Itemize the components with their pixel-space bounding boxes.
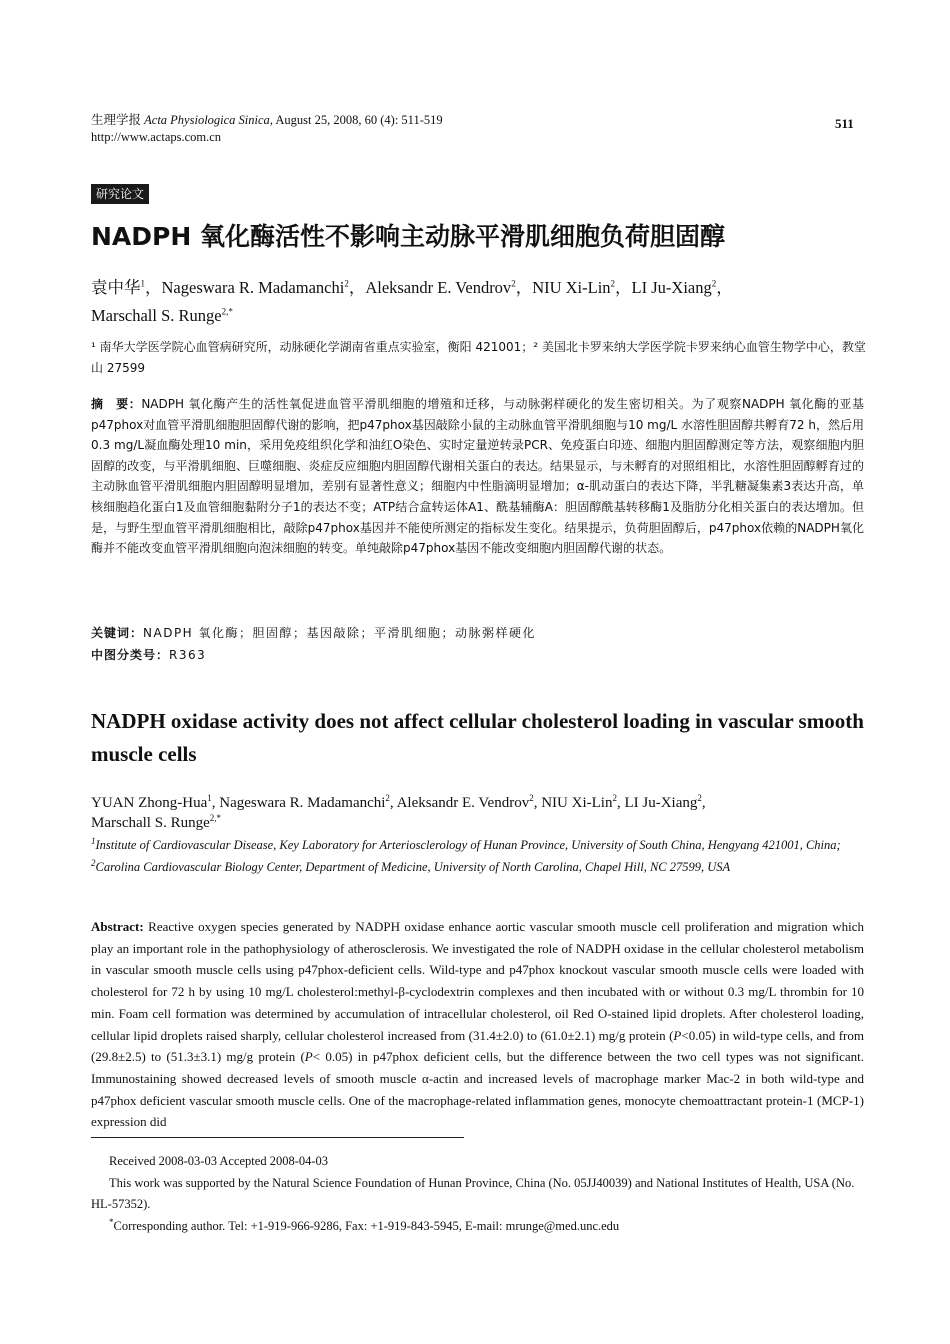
author-sup: 2 (610, 278, 616, 289)
abstract-cn-text: NADPH 氧化酶产生的活性氧促进血管平滑肌细胞的增殖和迁移，与动脉粥样硬化的发生密切相关。为了观察NADPH 氧化酶的亚基p47phox对血管平滑肌细胞胆固醇代谢的影响，把p47phox基因敲除小鼠的主动脉血管平滑肌细胞与10 mg/L 水溶性胆固醇共孵育72 h，然后用0.3 mg/L凝血酶处理10 min，采用免疫组织化学和油红O染色、实时定量逆转录PCR、免疫蛋白印迹、细胞内胆固醇测定等方法，观察细胞内胆固醇的改变，与平滑肌细胞、巨噬细胞、炎症反应细胞内胆固醇代谢相关蛋白的表达。结果显示，与未孵育的对照组相比，水溶性胆固醇孵育过的主动脉血管平滑肌细胞内胆固醇明显增加，差别有显著性意义；细胞内中性脂滴明显增加；α-肌动蛋白的表达下降，半乳糖凝集素3表达升高，单核细胞趋化蛋白1及血管细胞黏附分子1的表达不变；ATP结合盒转运体A1、酰基辅酶A：胆固醇酰基转移酶1及脂肪分化相关蛋白的表达增加。但是，与野生型血管平滑肌细胞相比，敲除p47phox基因并不能使所测定的指标发生变化。结果提示，负荷胆固醇后，p47phox依赖的NADPH氧化酶并不能改变血管平滑肌细胞向泡沫细胞的转变。单纯敲除p47phox基因不能改变细胞内胆固醇代谢的状态。 (91, 397, 864, 556)
author-name: Marschall S. Runge (91, 815, 210, 831)
corresponding-text: Corresponding author. Tel: +1-919-966-9286, Fax: +1-919-843-5945, E-mail: mrunge@med.unc.edu (113, 1218, 620, 1233)
author-sup: 2 (697, 793, 702, 803)
author-name: ，LI Ju-Xiang (615, 278, 712, 297)
affiliation-text: Institute of Cardiovascular Disease, Key Laboratory for Arteriosclerology of Hunan Province, University of South China, Hengyang 421001, China; (95, 838, 841, 852)
journal-header (91, 112, 871, 146)
author-name: YUAN Zhong-Hua (91, 795, 208, 811)
author-sup: 2 (385, 793, 390, 803)
affiliation-text: Carolina Cardiovascular Biology Center, Department of Medicine, University of North Carolina, Chapel Hill, NC 27599, USA (95, 859, 731, 874)
affiliation-sup: 2 (91, 857, 96, 868)
authors-chinese (91, 274, 871, 330)
keywords-text: NADPH 氧化酶；胆固醇；基因敲除；平滑肌细胞；动脉粥样硬化 (143, 626, 537, 640)
footnotes (91, 1151, 866, 1237)
title-english: NADPH oxidase activity does not affect cellular cholesterol loading in vascular smooth muscle cells (91, 709, 864, 766)
abstract-chinese (91, 394, 864, 559)
author-sup: 2 (511, 278, 516, 289)
authors-english (91, 793, 871, 833)
author-name: , Nageswara R. Madamanchi (211, 795, 386, 811)
abstract-en-text: Reactive oxygen species generated by NADPH oxidase enhance aortic vascular smooth muscle cell proliferation and migration which play an important role in the pathophysiology of atherosclerosis. We investigated the role of NADPH oxidase in the cellular cholesterol metabolism in vascular smooth muscle cells using p47phox-deficient cells. Wild-type and p47phox knockout vascular smooth muscle cells were loaded with cholesterol for 72 h by using 10 mg/L cholesterol:methyl-β-cyclodextrin complexes and then incubated with or without 0.3 mg/L thrombin for 10 min. Foam cell formation was determined by accumulation of intracellular cholesterol, oil Red O-stained lipid droplets. After cholesterol loading, cellular lipid droplets raised sharply, cellular cholesterol increased from (31.4±2.0) to (61.0±2.1) mg/g protein ( (91, 919, 864, 1043)
author-sup: 1 (140, 278, 145, 289)
corresponding-sup: * (109, 1216, 114, 1227)
author-separator: ， (716, 278, 733, 297)
author-sup: 2 (529, 793, 534, 803)
footnote-divider (91, 1137, 464, 1138)
author-name: 袁中华 (91, 278, 141, 297)
section-tag: 研究论文 (91, 184, 149, 204)
corresponding-note (91, 1216, 866, 1238)
author-sup: 2 (711, 278, 717, 289)
author-name: ，Nageswara R. Madamanchi (145, 278, 345, 297)
p-value-symbol: P (304, 1049, 313, 1065)
abstract-en-text: <0.05) in wild-type cells, and from (29.8±2.5) to (51.3±3.1) mg/g protein ( (91, 1027, 865, 1065)
journal-cn-name: 生理学报 (91, 113, 145, 127)
journal-en-name: Acta Physiologica Sinica (144, 113, 270, 127)
author-name: Marschall S. Runge (91, 306, 222, 325)
journal-citation: , August 25, 2008, 60 (4): 511-519 (269, 113, 443, 127)
funding-note: This work was supported by the Natural Science Foundation of Hunan Province, China (No. 05JJ40039) and National Institutes of Health, USA (No. HL-57352). (91, 1175, 855, 1211)
journal-citation-line (91, 112, 871, 129)
author-name: , Aleksandr E. Vendrov (389, 795, 530, 811)
keywords-line (91, 622, 871, 644)
author-sup: 2,* (221, 306, 233, 317)
author-name: , LI Ju-Xiang (616, 795, 698, 811)
author-sup: 2 (612, 793, 617, 803)
keywords-chinese (91, 622, 871, 666)
author-sup: 1 (207, 793, 212, 803)
received-dates: Received 2008-03-03 Accepted 2008-04-03 (109, 1154, 329, 1168)
author-name: ，Aleksandr E. Vendrov (348, 278, 512, 297)
abstract-english (91, 916, 864, 1133)
author-name: ，NIU Xi-Lin (515, 278, 611, 297)
author-sup: 2,* (209, 813, 221, 823)
page-number: 511 (835, 116, 854, 131)
p-value-symbol: P (673, 1027, 682, 1043)
keywords-label: 关键词： (91, 626, 144, 640)
classification-line (91, 644, 871, 666)
classification-text: R363 (169, 648, 207, 662)
abstract-en-label: Abstract: (91, 919, 144, 934)
affiliation-english (91, 835, 871, 878)
abstract-en-text: < 0.05) in p47phox deficient cells, but the difference between the two cell types was not significant. Immunostaining showed decreased levels of smooth muscle α-actin and increased levels of macrophage marker Mac-2 in both wild-type and p47phox deficient vascular smooth muscle cells. One of the macrophage-related inflammation genes, monocyte chemoattractant protein-1 (MCP-1) expression did (91, 1049, 865, 1130)
title-chinese: NADPH 氧化酶活性不影响主动脉平滑肌细胞负荷胆固醇 (91, 222, 725, 251)
affiliation-sup: 1 (91, 835, 96, 846)
author-separator: , (701, 795, 706, 811)
journal-url[interactable]: http://www.actaps.com.cn (91, 130, 222, 144)
affiliation-chinese: ¹ 南华大学医学院心血管病研究所，动脉硬化学湖南省重点实验室，衡阳 421001；² 美国北卡罗来纳大学医学院卡罗来纳心血管生物学中心，教堂山 27599 (91, 340, 866, 375)
classification-label: 中图分类号： (91, 648, 170, 662)
author-name: , NIU Xi-Lin (533, 795, 613, 811)
author-sup: 2 (344, 278, 349, 289)
abstract-cn-label: 摘 要： (91, 397, 142, 411)
